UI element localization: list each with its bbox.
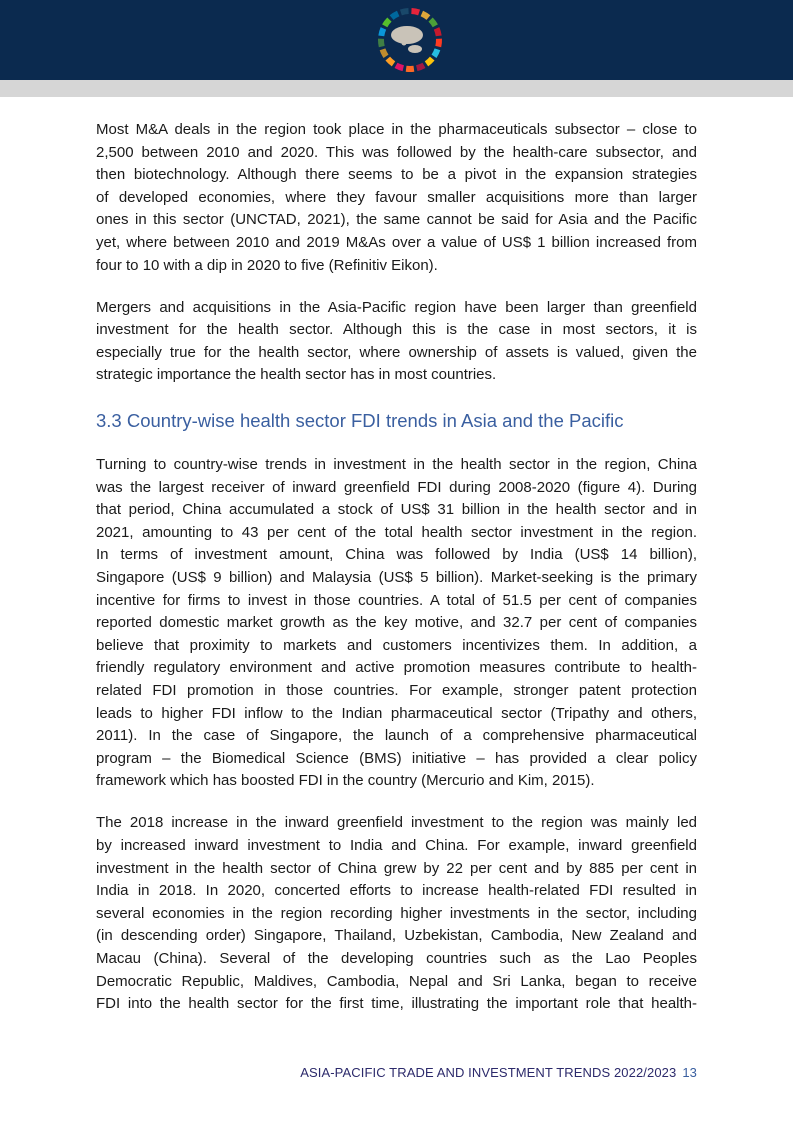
text-line: yet, where between 2010 and 2019 M&As over a value of US$ 1 billion increased from [96, 233, 697, 251]
text-line: The 2018 increase in the inward greenfield investment to the region was mainly led [96, 814, 697, 832]
text-line: Most M&A deals in the region took place in the pharmaceuticals subsector – close to [96, 121, 697, 138]
text-line: Singapore (US$ 9 billion) and Malaysia (US$ 5 billion). Market-seeking is the primary [96, 569, 697, 586]
text-line: 2,500 between 2010 and 2020. This was followed by the health-care subsector, and [96, 143, 697, 161]
text-line: of developed economies, where they favour smaller acquisitions more than larger [96, 188, 697, 206]
sdg-segment [438, 39, 439, 47]
section-heading: 3.3 Country-wise health sector FDI trends in Asia and the Pacific [96, 410, 624, 432]
sdg-segment [381, 39, 382, 47]
text-line: Democratic Republic, Maldives, Cambodia, Nepal and Sri Lanka, began to receive [96, 972, 697, 990]
text-line: friendly regulatory environment and active promotion measures contribute to health- [96, 659, 697, 677]
text-line: investment for the health sector. Although this is the case in most sectors, it is [96, 321, 697, 339]
text-line: 2011). In the case of Singapore, the launch of a comprehensive pharmaceutical [96, 727, 697, 745]
sdg-segment [401, 11, 409, 12]
text-line: that period, China accumulated a stock of US$ 31 billion in the health sector and in [96, 501, 697, 519]
sdg-segment [422, 14, 429, 18]
text-line: related FDI promotion in those countries. For example, stronger patent protection [96, 681, 697, 699]
sdg-segment [417, 65, 424, 68]
text-line: In terms of investment amount, China was followed by India (US$ 14 billion), [96, 546, 697, 564]
text-line: was the largest receiver of inward greenfield FDI during 2008-2020 (figure 4). During [96, 478, 697, 496]
text-line: Macau (China). Several of the developing countries such as the Lao Peoples [96, 950, 697, 967]
text-line: (in descending order) Singapore, Thailand, Uzbekistan, Cambodia, New Zealand and [96, 927, 697, 945]
text-line: by increased inward investment to India and China. For example, inward greenfield [96, 837, 697, 855]
sdg-segment [431, 20, 436, 26]
text-line: FDI into the health sector for the first time, illustrating the important role that health- [96, 995, 697, 1013]
sdg-segment [388, 59, 394, 64]
sdg-segment [411, 11, 419, 12]
text-line: Mergers and acquisitions in the Asia-Pacific region have been larger than greenfield [96, 298, 697, 316]
sdg-wheel-logo-icon [377, 7, 443, 73]
page-header [0, 0, 793, 80]
document-body [96, 119, 697, 1035]
text-line: believe that proximity to markets and customers incentivizes them. In addition, a [96, 636, 697, 654]
sdg-segment [437, 28, 439, 35]
footer-title: ASIA-PACIFIC TRADE AND INVESTMENT TRENDS 2022/2023 [300, 1065, 677, 1080]
text-line: strategic importance the health sector has in most countries. [96, 366, 497, 384]
text-line: ones in this sector (UNCTAD, 2021), the same cannot be said for Asia and the Pacific [96, 211, 697, 229]
text-line: especially true for the health sector, where ownership of assets is valued, given the [96, 343, 697, 361]
paragraph [96, 297, 697, 387]
sdg-segment [396, 65, 403, 68]
text-line: India in 2018. In 2020, concerted efforts to increase health-related FDI resulted in [96, 882, 697, 900]
sdg-segment [434, 49, 437, 56]
text-line: Turning to country-wise trends in investment in the health sector in the region, China [96, 456, 697, 474]
text-line: then biotechnology. Although there seems to be a pivot in the expansion strategies [96, 166, 697, 184]
text-line: leads to higher FDI inflow to the Indian pharmaceutical sector (Tripathy and others, [96, 704, 697, 722]
paragraph [96, 454, 697, 793]
sdg-segment [392, 14, 399, 18]
text-line: investment in the health sector of China grew by 22 per cent and by 885 per cent in [96, 859, 697, 877]
sdg-segment [381, 28, 383, 35]
page-number: 13 [682, 1065, 697, 1080]
text-line: incentive for firms to invest in those countries. A total of 51.5 per cent of companies [96, 591, 697, 609]
text-line: several economies in the region recording higher investments in the sector, including [96, 904, 697, 922]
paragraph [96, 812, 697, 1015]
text-line: reported domestic market growth as the key motive, and 32.7 per cent of companies [96, 614, 697, 632]
text-line: four to 10 with a dip in 2020 to five (Refinitiv Eikon). [96, 256, 438, 274]
text-line: framework which has boosted FDI in the country (Mercurio and Kim, 2015). [96, 772, 595, 790]
sdg-segment [383, 49, 386, 56]
sdg-segment [385, 20, 390, 26]
paragraph [96, 119, 697, 277]
sdg-segment [426, 59, 432, 64]
text-line: program – the Biomedical Science (BMS) initiative – has provided a clear policy [96, 749, 697, 767]
header-band [0, 80, 793, 97]
page-footer [300, 1065, 697, 1080]
text-line: 2021, amounting to 43 per cent of the total health sector investment in the region. [96, 523, 697, 541]
